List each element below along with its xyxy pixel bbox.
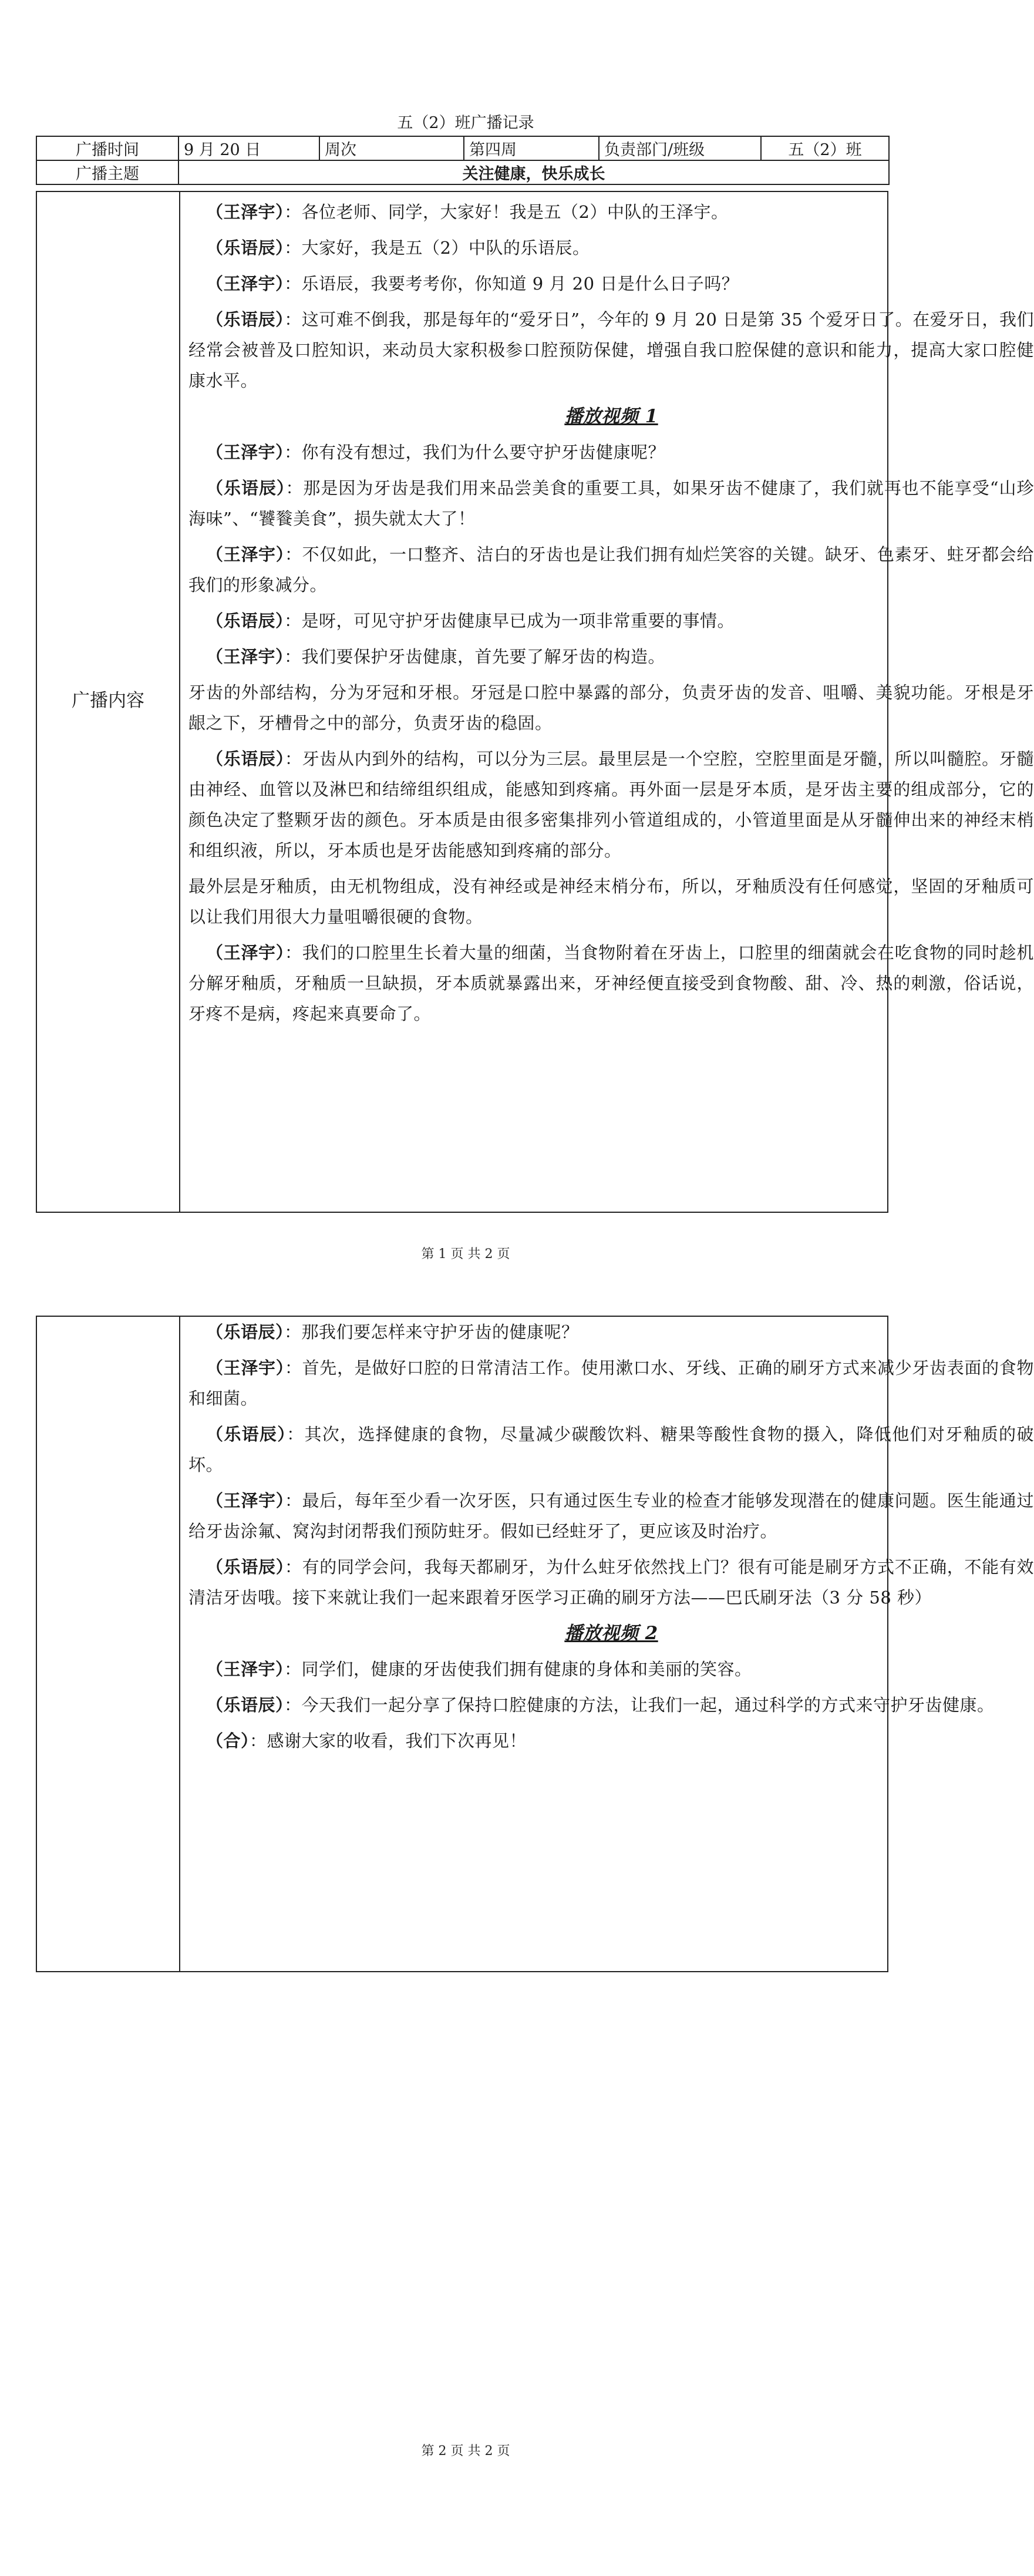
dialogue-text: ：今天我们一起分享了保持口腔健康的方法，让我们一起，通过科学的方式来守护牙齿健康。 xyxy=(284,1695,995,1715)
speaker-name: （王泽宇） xyxy=(206,544,285,564)
dialogue-line xyxy=(188,1690,1034,1720)
speaker-name: （王泽宇） xyxy=(206,647,285,667)
dialogue-line xyxy=(188,1552,1034,1613)
dialogue-text: ：我们要保护牙齿健康，首先要了解牙齿的构造。 xyxy=(284,647,666,667)
theme-label: 广播主题 xyxy=(36,160,178,184)
speaker-name: （王泽宇） xyxy=(206,202,285,222)
column-divider xyxy=(179,192,180,1212)
dialogue-text: ：其次，选择健康的食物，尽量减少碳酸饮料、糖果等酸性食物的摄入，降低他们对牙釉质的破坏。 xyxy=(188,1424,1034,1475)
content-box-page-2 xyxy=(36,1316,1034,1972)
speaker-name: （乐语辰） xyxy=(206,1695,285,1715)
dialogue-line xyxy=(188,1485,1034,1546)
dialogue-line xyxy=(188,473,1034,534)
dialogue-line xyxy=(188,641,1034,672)
speaker-name: （乐语辰） xyxy=(206,478,286,498)
header-table xyxy=(36,136,890,185)
dialogue-line xyxy=(188,1353,1034,1414)
dialogue-line xyxy=(188,539,1034,600)
dialogue-paragraph: 牙齿的外部结构，分为牙冠和牙根。牙冠是口腔中暴露的部分，负责牙齿的发音、咀嚼、美貌功能。牙根是牙龈之下，牙槽骨之中的部分，负责牙齿的稳固。 xyxy=(188,682,1034,733)
speaker-name: （王泽宇） xyxy=(206,274,285,294)
dialogue-line xyxy=(188,197,1034,227)
column-divider xyxy=(179,1317,180,1971)
dialogue-text: ：不仅如此，一口整齐、洁白的牙齿也是让我们拥有灿烂笑容的关键。缺牙、色素牙、蛀牙都会给我们的形象减分。 xyxy=(188,544,1034,595)
dialogue-text: ：牙齿从内到外的结构，可以分为三层。最里层是一个空腔，空腔里面是牙髓，所以叫髓腔。牙髓由神经、血管以及淋巴和结缔组织组成，能感知到疼痛。再外面一层是牙本质，是牙齿主要的组成部分，它的颜色决定了整颗牙齿的颜色。牙本质是由很多密集排列小管道组成的，小管道里面是从牙髓伸出来的神经末梢和组织液，所以，牙本质也是牙齿能感知到疼痛的部分。 xyxy=(188,749,1034,860)
speaker-name: （乐语辰） xyxy=(206,238,285,258)
dialogue-line xyxy=(188,268,1034,299)
content-box-page-1 xyxy=(36,191,1034,1213)
dialogue-text: ：你有没有想过，我们为什么要守护牙齿健康呢？ xyxy=(284,442,666,462)
dialogue-text: ：我们的口腔里生长着大量的细菌，当食物附着在牙齿上，口腔里的细菌就会在吃食物的同时趁机分解牙釉质，牙釉质一旦缺损，牙本质就暴露出来，牙神经便直接受到食物酸、甜、冷、热的刺激，俗话说，牙疼不是病，疼起来真要命了。 xyxy=(188,943,1034,1024)
speaker-name: （乐语辰） xyxy=(206,1322,285,1342)
page-title: 五（2）班广播记录 xyxy=(397,114,534,132)
dialogue-text: ：各位老师、同学，大家好！我是五（2）中队的王泽宇。 xyxy=(284,202,729,222)
speaker-name: （乐语辰） xyxy=(206,1424,287,1444)
dialogue-text: ：最后，每年至少看一次牙医，只有通过医生专业的检查才能够发现潜在的健康问题。医生能通过给牙齿涂氟、窝沟封闭帮我们预防蛀牙。假如已经蛀牙了，更应该及时治疗。 xyxy=(188,1491,1034,1541)
dialogue-line xyxy=(188,437,1034,468)
speaker-name: （王泽宇） xyxy=(206,943,285,963)
page-footer-2: 第 2 页 共 2 页 xyxy=(421,2444,510,2459)
dialogue-text: ：这可难不倒我，那是每年的“爱牙日”，今年的 9 月 20 日是第 35 个爱牙日了。在爱牙日，我们经常会被普及口腔知识，来动员大家积极参口腔预防保健，增强自我口腔保健的意识和能力，提高大家口腔健康水平。 xyxy=(188,310,1034,391)
dialogue-line xyxy=(188,233,1034,263)
video-heading: 播放视频 1 xyxy=(564,406,658,427)
speaker-name: （乐语辰） xyxy=(206,749,285,769)
broadcast-date: 9 月 20 日 xyxy=(178,136,319,160)
class-value: 五（2）班 xyxy=(761,136,889,160)
speaker-name: （乐语辰） xyxy=(206,1557,285,1577)
dialogue-text: ：是呀，可见守护牙齿健康早已成为一项非常重要的事情。 xyxy=(284,611,735,631)
header-row-1 xyxy=(36,136,889,160)
content-label: 广播内容 xyxy=(72,690,144,711)
dialogue-line xyxy=(188,304,1034,396)
theme-value: 关注健康，快乐成长 xyxy=(178,160,889,184)
dialogue-line xyxy=(188,744,1034,866)
speaker-name: （合） xyxy=(206,1731,250,1751)
content-text-page-2 xyxy=(188,1317,1034,1761)
dialogue-line xyxy=(188,1317,1034,1347)
dialogue-line xyxy=(188,606,1034,636)
speaker-name: （乐语辰） xyxy=(206,611,285,631)
dialogue-paragraph: 最外层是牙釉质，由无机物组成，没有神经或是神经末梢分布，所以，牙釉质没有任何感觉，坚固的牙釉质可以让我们用很大力量咀嚼很硬的食物。 xyxy=(188,876,1034,927)
content-text-page-1 xyxy=(188,197,1034,1034)
dialogue-line xyxy=(188,1654,1034,1684)
video-heading: 播放视频 2 xyxy=(564,1623,658,1644)
week-label: 周次 xyxy=(319,136,464,160)
page-footer-1: 第 1 页 共 2 页 xyxy=(421,1247,510,1262)
dialogue-text: ：那是因为牙齿是我们用来品尝美食的重要工具，如果牙齿不健康了，我们就再也不能享受“山珍海味”、“饕餮美食”，损失就太大了！ xyxy=(188,478,1034,529)
dialogue-text: ：同学们，健康的牙齿使我们拥有健康的身体和美丽的笑容。 xyxy=(284,1659,752,1679)
dialogue-line xyxy=(188,1726,1034,1756)
dialogue-text: ：那我们要怎样来守护牙齿的健康呢？ xyxy=(284,1322,579,1342)
speaker-name: （王泽宇） xyxy=(206,1659,285,1679)
dialogue-line xyxy=(188,937,1034,1029)
dialogue-text: ：感谢大家的收看，我们下次再见！ xyxy=(250,1731,527,1751)
dialogue-text: ：大家好，我是五（2）中队的乐语辰。 xyxy=(284,238,590,258)
dialogue-line xyxy=(188,1419,1034,1480)
dialogue-text: ：乐语辰，我要考考你，你知道 9 月 20 日是什么日子吗？ xyxy=(284,274,739,294)
header-row-2 xyxy=(36,160,889,184)
broadcast-time-label: 广播时间 xyxy=(36,136,178,160)
speaker-name: （王泽宇） xyxy=(206,442,285,462)
department-label: 负责部门/班级 xyxy=(599,136,761,160)
dialogue-text: ：首先，是做好口腔的日常清洁工作。使用漱口水、牙线、正确的刷牙方式来减少牙齿表面的食物和细菌。 xyxy=(188,1358,1034,1408)
speaker-name: （乐语辰） xyxy=(206,310,285,329)
week-value: 第四周 xyxy=(464,136,599,160)
dialogue-text: ：有的同学会问，我每天都刷牙，为什么蛀牙依然找上门？很有可能是刷牙方式不正确，不能有效清洁牙齿哦。接下来就让我们一起来跟着牙医学习正确的刷牙方法——巴氏刷牙法（3 分 58 秒） xyxy=(188,1557,1034,1608)
speaker-name: （王泽宇） xyxy=(206,1358,285,1378)
speaker-name: （王泽宇） xyxy=(206,1491,285,1511)
